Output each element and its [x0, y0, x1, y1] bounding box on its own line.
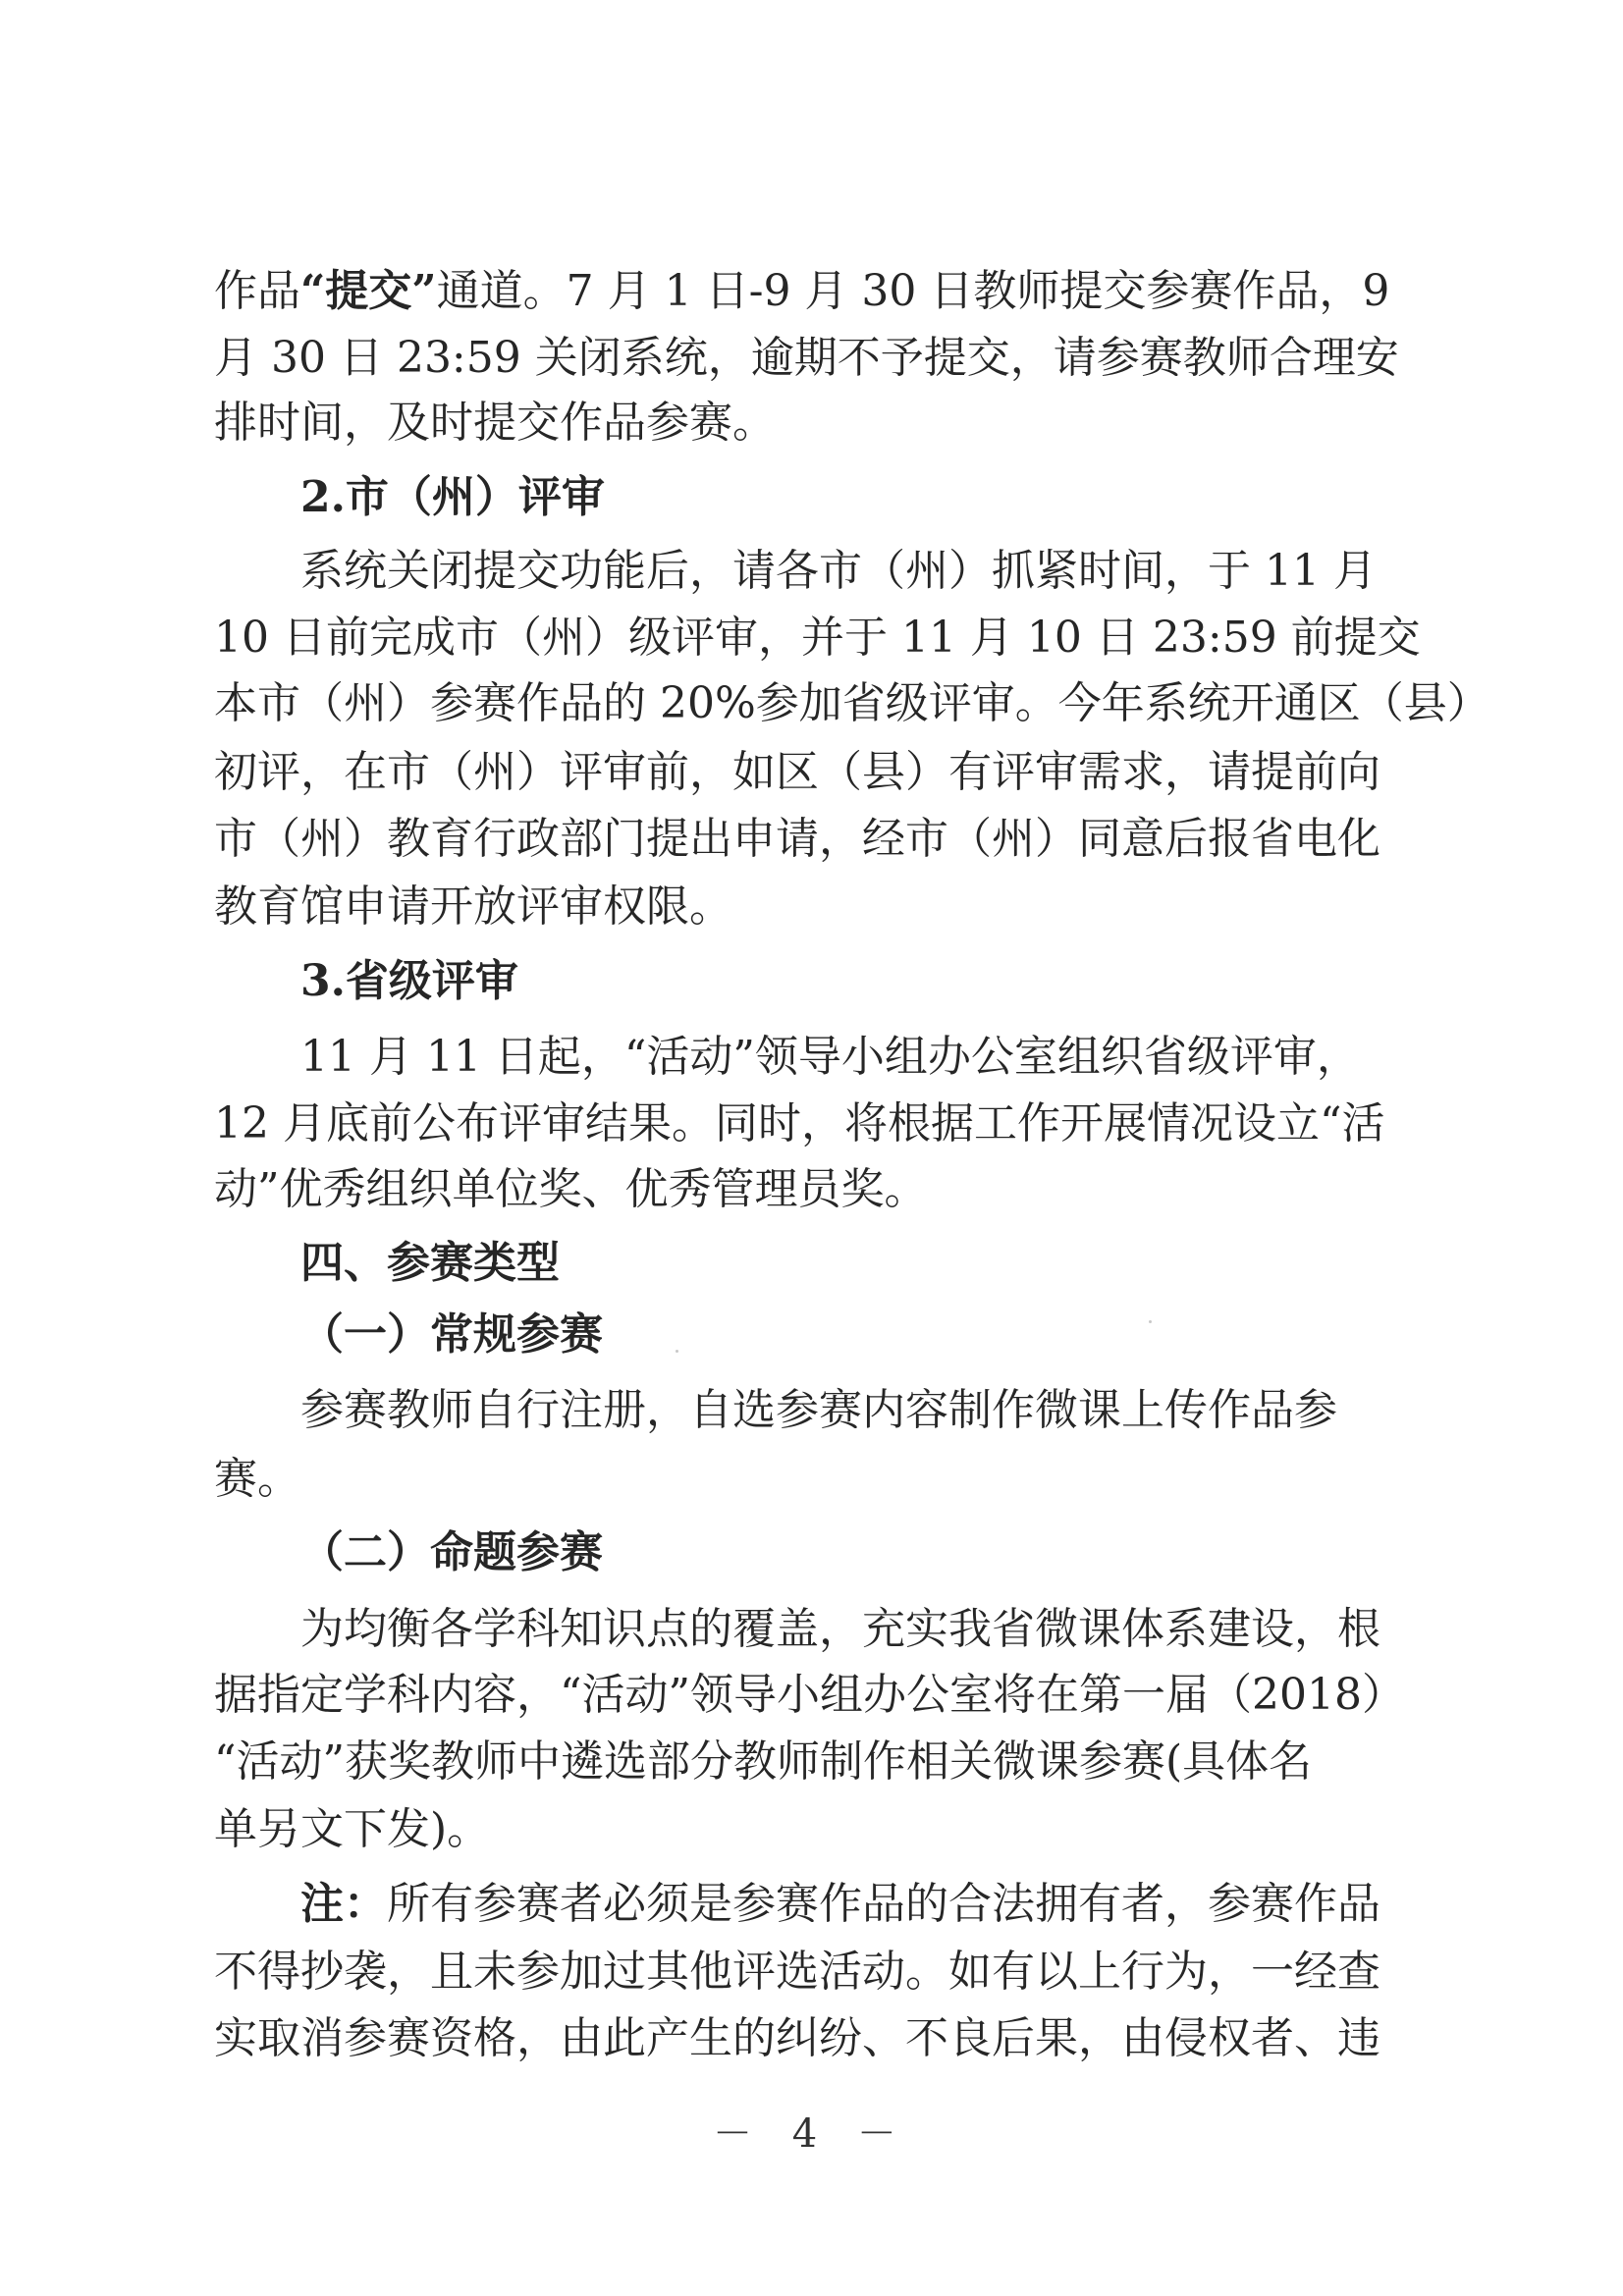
- line-text: 通道。7 月 1 日-9 月 30 日教师提交参赛作品，9: [436, 266, 1390, 316]
- line-text: 不得抄袭，且未参加过其他评选活动。如有以上行为，一经查: [214, 1947, 1380, 1997]
- paragraph-line: [300, 1023, 1360, 1092]
- paragraph-line: [214, 1155, 928, 1224]
- paragraph-line: [300, 1595, 1380, 1664]
- paragraph-line: [300, 1229, 560, 1298]
- paragraph-line: [300, 1870, 1380, 1939]
- bold-text: （二）命题参赛: [300, 1527, 603, 1577]
- paragraph-line: [214, 1938, 1380, 2006]
- paragraph-line: [214, 389, 776, 457]
- line-text: 作品: [214, 266, 300, 316]
- line-text: 实取消参赛资格，由此产生的纠纷、不良后果，由侵权者、违: [214, 2013, 1380, 2063]
- line-text: 11 月 11 日起，“活动”领导小组办公室组织省级评审，: [300, 1032, 1360, 1082]
- paragraph-line: [214, 738, 1380, 807]
- paragraph-line: [214, 1728, 1312, 1796]
- line-text: 系统关闭提交功能后，请各市（州）抓紧时间，于 11 月: [300, 546, 1377, 596]
- paragraph-line: [214, 604, 1421, 672]
- line-text: 初评，在市（州）评审前，如区（县）有评审需求，请提前向: [214, 747, 1380, 797]
- scan-speck: [1149, 1320, 1152, 1323]
- line-text: 参赛教师自行注册，自选参赛内容制作微课上传作品参: [300, 1385, 1337, 1435]
- paragraph-line: [214, 1090, 1384, 1158]
- line-text: 赛。: [214, 1454, 300, 1504]
- bold-text: “提交”: [300, 266, 437, 316]
- paragraph-line: [300, 947, 518, 1016]
- line-text: 所有参赛者必须是参赛作品的合法拥有者，参赛作品: [387, 1879, 1380, 1929]
- line-text: 月 30 日 23:59 关闭系统，逾期不予提交，请参赛教师合理安: [214, 333, 1399, 383]
- scan-speck: [676, 1350, 678, 1353]
- line-text: “活动”获奖教师中遴选部分教师制作相关微课参赛(具体名: [214, 1736, 1313, 1787]
- paragraph-line: [214, 669, 1490, 738]
- paragraph-line: [214, 2004, 1380, 2073]
- paragraph-line: [214, 1661, 1405, 1730]
- line-text: 为均衡各学科知识点的覆盖，充实我省微课体系建设，根: [300, 1604, 1380, 1654]
- paragraph-line: [300, 463, 605, 532]
- paragraph-line: [214, 324, 1399, 393]
- line-text: 本市（州）参赛作品的 20%参加省级评审。今年系统开通区（县）: [214, 678, 1490, 728]
- line-text: 排时间，及时提交作品参赛。: [214, 398, 776, 448]
- bold-text: 2.市（州）评审: [300, 472, 605, 522]
- line-text: 10 日前完成市（州）级评审，并于 11 月 10 日 23:59 前提交: [214, 613, 1421, 663]
- bold-text: （一）常规参赛: [300, 1309, 603, 1360]
- section-heading-text: 四、参赛类型: [300, 1238, 560, 1288]
- bold-text: 注：: [300, 1879, 387, 1929]
- page-number: － 4 －: [713, 2111, 910, 2157]
- line-text: 动”优秀组织单位奖、优秀管理员奖。: [214, 1164, 928, 1214]
- line-text: 12 月底前公布评审结果。同时，将根据工作开展情况设立“活: [214, 1098, 1385, 1148]
- paragraph-line: [300, 1519, 603, 1587]
- line-text: 单另文下发)。: [214, 1804, 491, 1854]
- line-text: 教育馆申请开放评审权限。: [214, 881, 732, 932]
- paragraph-line: [214, 873, 732, 941]
- bold-text: 3.省级评审: [300, 956, 518, 1006]
- paragraph-line: [214, 1445, 300, 1514]
- paragraph-line: [300, 1301, 603, 1369]
- paragraph-line: [214, 257, 1389, 326]
- line-text: 市（州）教育行政部门提出申请，经市（州）同意后报省电化: [214, 814, 1380, 864]
- paragraph-line: [300, 1376, 1337, 1445]
- paragraph-line: [214, 805, 1380, 874]
- paragraph-line: [300, 537, 1377, 606]
- line-text: 据指定学科内容，“活动”领导小组办公室将在第一届（2018）: [214, 1670, 1405, 1720]
- paragraph-line: [214, 1795, 490, 1864]
